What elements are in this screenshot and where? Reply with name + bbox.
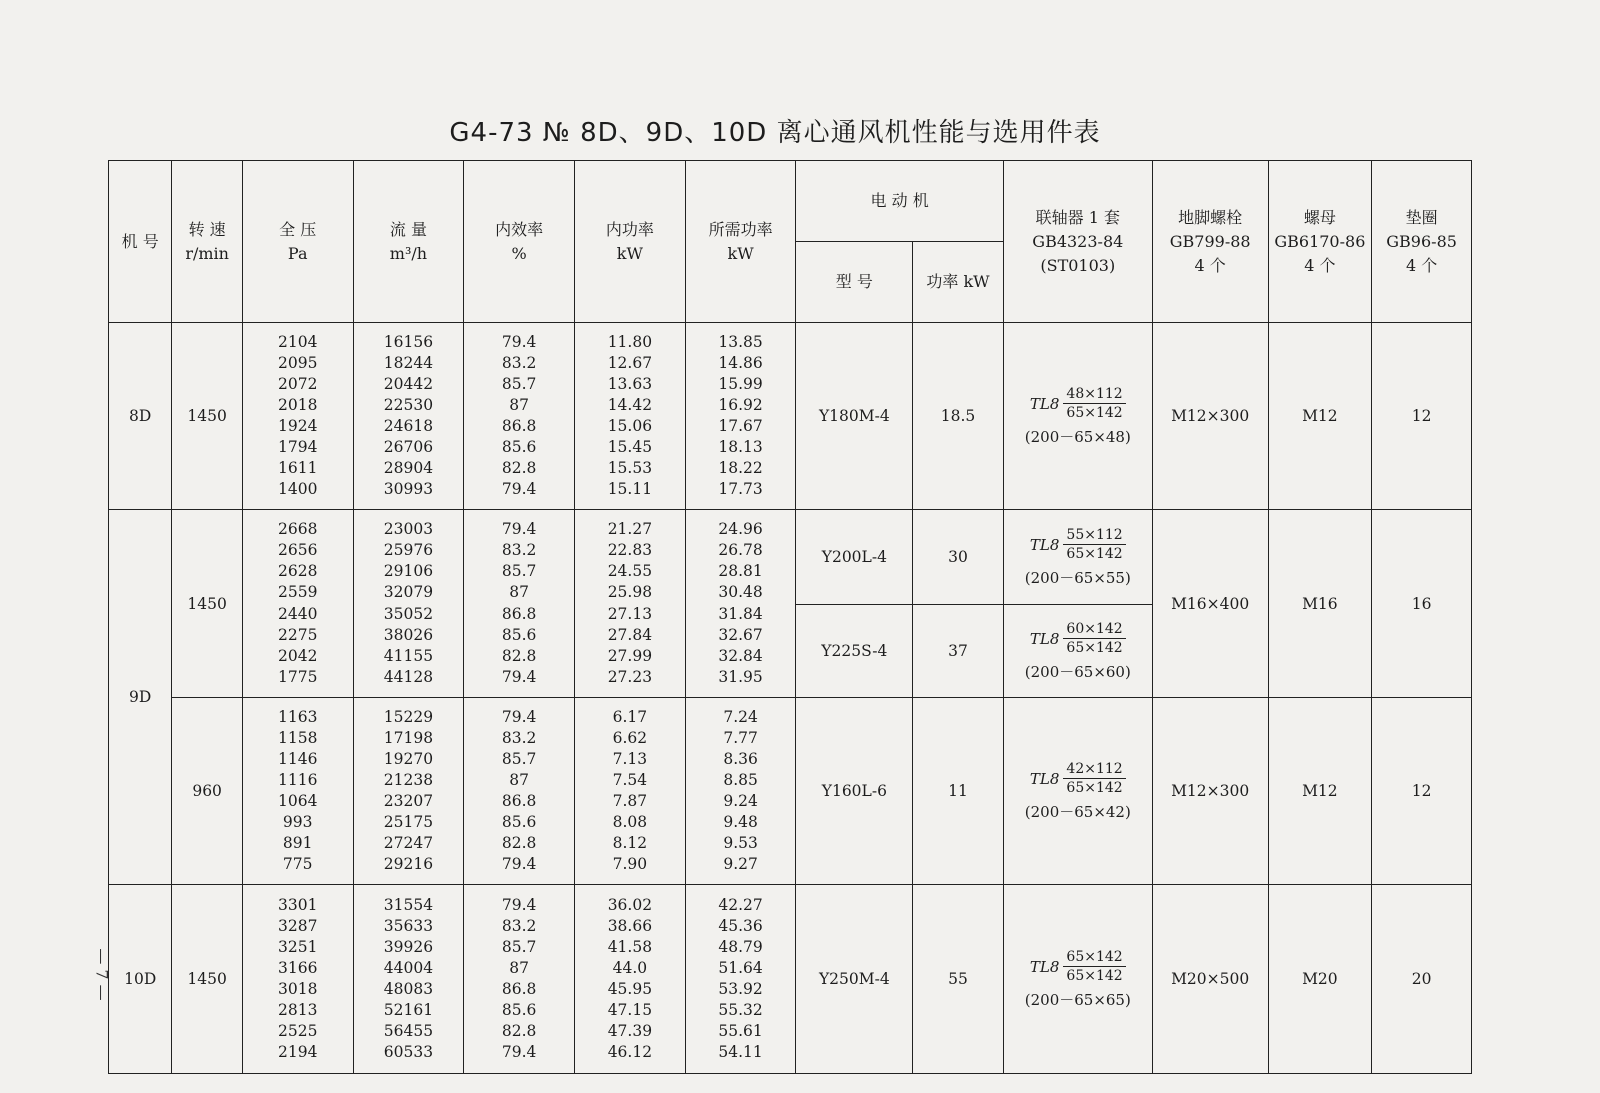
efficiency-cell-values: 79.4 83.2 85.7 87 86.8 85.6 82.8 79.4 <box>501 895 537 1062</box>
speed-cell: 1450 <box>172 885 242 1074</box>
flow-cell <box>353 698 464 885</box>
motor-model-cell: Y200L-4 <box>796 510 913 605</box>
pressure-cell <box>242 323 353 510</box>
flow-cell-values: 15229 17198 19270 21238 23207 25175 27247 29216 <box>383 707 434 874</box>
coupling-cell <box>1003 885 1152 1074</box>
speed-cell: 960 <box>172 698 242 885</box>
coupling-fraction <box>1063 526 1125 563</box>
header-efficiency: 内效率 % <box>464 161 575 323</box>
flow-cell <box>353 885 464 1074</box>
coupling-denominator: 65×142 <box>1066 640 1123 656</box>
flow-cell <box>353 510 464 698</box>
coupling-fraction <box>1063 948 1125 985</box>
coupling-denominator: 65×142 <box>1066 780 1123 796</box>
page-title: G4-73 № 8D、9D、10D 离心通风机性能与选用件表 <box>449 118 1101 148</box>
efficiency-cell <box>464 698 575 885</box>
inner-power-cell-values: 21.27 22.83 24.55 25.98 27.13 27.84 27.99 27.23 <box>607 520 653 686</box>
inner-power-cell <box>575 323 686 510</box>
header-pressure: 全 压 Pa <box>242 161 353 323</box>
nut-cell: M12 <box>1268 323 1372 510</box>
required-power-cell-values: 24.96 26.78 28.81 30.48 31.84 32.67 32.84 31.95 <box>718 520 763 686</box>
inner-power-cell-values: 36.02 38.66 41.58 44.0 45.95 47.15 47.39 46.12 <box>607 895 653 1062</box>
motor-model-cell: Y160L-6 <box>796 698 913 885</box>
header-motor: 电 动 机 <box>796 161 1003 242</box>
pressure-cell-values: 1163 1158 1146 1116 1064 993 891 775 <box>277 707 318 874</box>
required-power-cell <box>685 510 796 698</box>
coupling-type: TL8 <box>1029 957 1060 976</box>
flow-cell-values: 23003 25976 29106 32079 35052 38026 41155 44128 <box>383 520 434 686</box>
coupling-numerator: 55×112 <box>1063 526 1125 545</box>
washer-cell: 20 <box>1372 885 1472 1074</box>
header-washer: 垫圈 GB96-85 4 个 <box>1372 161 1472 323</box>
speed-cell: 1450 <box>172 323 242 510</box>
flow-cell <box>353 323 464 510</box>
pressure-cell-values: 2668 2656 2628 2559 2440 2275 2042 1775 <box>277 520 318 686</box>
coupling-length: (200－65×60) <box>1024 663 1131 681</box>
coupling-denominator: 65×142 <box>1066 968 1123 984</box>
anchor-bolt-cell: M12×300 <box>1152 698 1268 885</box>
washer-cell: 12 <box>1372 323 1472 510</box>
coupling-type: TL8 <box>1029 394 1060 413</box>
motor-power-cell: 37 <box>913 605 1004 698</box>
coupling-spec <box>1004 526 1152 588</box>
coupling-type: TL8 <box>1029 535 1060 554</box>
speed-cell: 1450 <box>172 510 242 698</box>
coupling-numerator: 42×112 <box>1063 760 1125 779</box>
required-power-cell-values: 42.27 45.36 48.79 51.64 53.92 55.32 55.61 54.11 <box>718 895 763 1062</box>
table-row <box>109 885 1472 1074</box>
coupling-cell <box>1003 605 1152 698</box>
header-flow: 流 量 m³/h <box>353 161 464 323</box>
pressure-cell <box>242 510 353 698</box>
pressure-cell-values: 3301 3287 3251 3166 3018 2813 2525 2194 <box>277 895 318 1062</box>
flow-cell-values: 31554 35633 39926 44004 48083 52161 56455 60533 <box>383 895 434 1062</box>
page-number: — 7 — <box>92 948 112 1001</box>
header-speed: 转 速 r/min <box>172 161 242 323</box>
nut-cell: M16 <box>1268 510 1372 698</box>
efficiency-cell-values: 79.4 83.2 85.7 87 86.8 85.6 82.8 79.4 <box>501 707 537 874</box>
nut-cell: M12 <box>1268 698 1372 885</box>
coupling-length: (200－65×48) <box>1024 428 1131 446</box>
coupling-length: (200－65×42) <box>1024 803 1131 821</box>
coupling-numerator: 48×112 <box>1063 385 1125 404</box>
coupling-cell <box>1003 510 1152 605</box>
coupling-denominator: 65×142 <box>1066 546 1123 562</box>
header-coupling: 联轴器 1 套 GB4323-84 (ST0103) <box>1003 161 1152 323</box>
coupling-length: (200－65×55) <box>1024 569 1131 587</box>
coupling-type: TL8 <box>1029 769 1060 788</box>
motor-power-cell: 30 <box>913 510 1004 605</box>
model-no-cell: 10D <box>109 885 172 1074</box>
coupling-fraction <box>1063 385 1125 422</box>
efficiency-cell <box>464 323 575 510</box>
washer-cell: 12 <box>1372 698 1472 885</box>
motor-model-cell: Y225S-4 <box>796 605 913 698</box>
model-no-cell: 9D <box>109 510 172 885</box>
model-no-cell: 8D <box>109 323 172 510</box>
coupling-spec <box>1004 760 1152 822</box>
inner-power-cell <box>575 698 686 885</box>
header-nut: 螺母 GB6170-86 4 个 <box>1268 161 1372 323</box>
coupling-length: (200－65×65) <box>1024 991 1131 1009</box>
anchor-bolt-cell: M20×500 <box>1152 885 1268 1074</box>
coupling-spec <box>1004 620 1152 682</box>
table-row <box>109 323 1472 510</box>
efficiency-cell-values: 79.4 83.2 85.7 87 86.8 85.6 82.8 79.4 <box>501 520 537 686</box>
efficiency-cell <box>464 510 575 698</box>
pressure-cell-values: 2104 2095 2072 2018 1924 1794 1611 1400 <box>277 332 318 499</box>
inner-power-cell-values: 11.80 12.67 13.63 14.42 15.06 15.45 15.53 15.11 <box>607 332 653 499</box>
coupling-numerator: 65×142 <box>1063 948 1125 967</box>
coupling-spec <box>1004 948 1152 1010</box>
header-model-no: 机 号 <box>109 161 172 323</box>
table-row <box>109 698 1472 885</box>
coupling-cell <box>1003 698 1152 885</box>
header-required-power: 所需功率 kW <box>685 161 796 323</box>
coupling-fraction <box>1063 760 1125 797</box>
nut-cell: M20 <box>1268 885 1372 1074</box>
anchor-bolt-cell: M16×400 <box>1152 510 1268 698</box>
header-motor-model: 型 号 <box>796 242 913 323</box>
motor-model-cell: Y180M-4 <box>796 323 913 510</box>
pressure-cell <box>242 885 353 1074</box>
pressure-cell <box>242 698 353 885</box>
motor-model-cell: Y250M-4 <box>796 885 913 1074</box>
inner-power-cell-values: 6.17 6.62 7.13 7.54 7.87 8.08 8.12 7.90 <box>612 707 648 874</box>
header-anchor-bolt: 地脚螺栓 GB799-88 4 个 <box>1152 161 1268 323</box>
table-row <box>109 510 1472 605</box>
coupling-fraction <box>1063 620 1125 657</box>
header-inner-power: 内功率 kW <box>575 161 686 323</box>
coupling-denominator: 65×142 <box>1066 405 1123 421</box>
performance-table <box>108 160 1472 1074</box>
inner-power-cell <box>575 885 686 1074</box>
coupling-type: TL8 <box>1029 629 1060 648</box>
header-motor-power: 功率 kW <box>913 242 1004 323</box>
required-power-cell <box>685 885 796 1074</box>
required-power-cell <box>685 323 796 510</box>
required-power-cell-values: 13.85 14.86 15.99 16.92 17.67 18.13 18.22 17.73 <box>718 332 763 499</box>
efficiency-cell-values: 79.4 83.2 85.7 87 86.8 85.6 82.8 79.4 <box>501 332 537 499</box>
flow-cell-values: 16156 18244 20442 22530 24618 26706 28904 30993 <box>383 332 434 499</box>
inner-power-cell <box>575 510 686 698</box>
table-body <box>109 323 1472 1074</box>
required-power-cell <box>685 698 796 885</box>
efficiency-cell <box>464 885 575 1074</box>
washer-cell: 16 <box>1372 510 1472 698</box>
coupling-cell <box>1003 323 1152 510</box>
coupling-spec <box>1004 385 1152 447</box>
anchor-bolt-cell: M12×300 <box>1152 323 1268 510</box>
motor-power-cell: 18.5 <box>913 323 1004 510</box>
motor-power-cell: 55 <box>913 885 1004 1074</box>
motor-power-cell: 11 <box>913 698 1004 885</box>
coupling-numerator: 60×142 <box>1063 620 1125 639</box>
required-power-cell-values: 7.24 7.77 8.36 8.85 9.24 9.48 9.53 9.27 <box>723 707 758 874</box>
